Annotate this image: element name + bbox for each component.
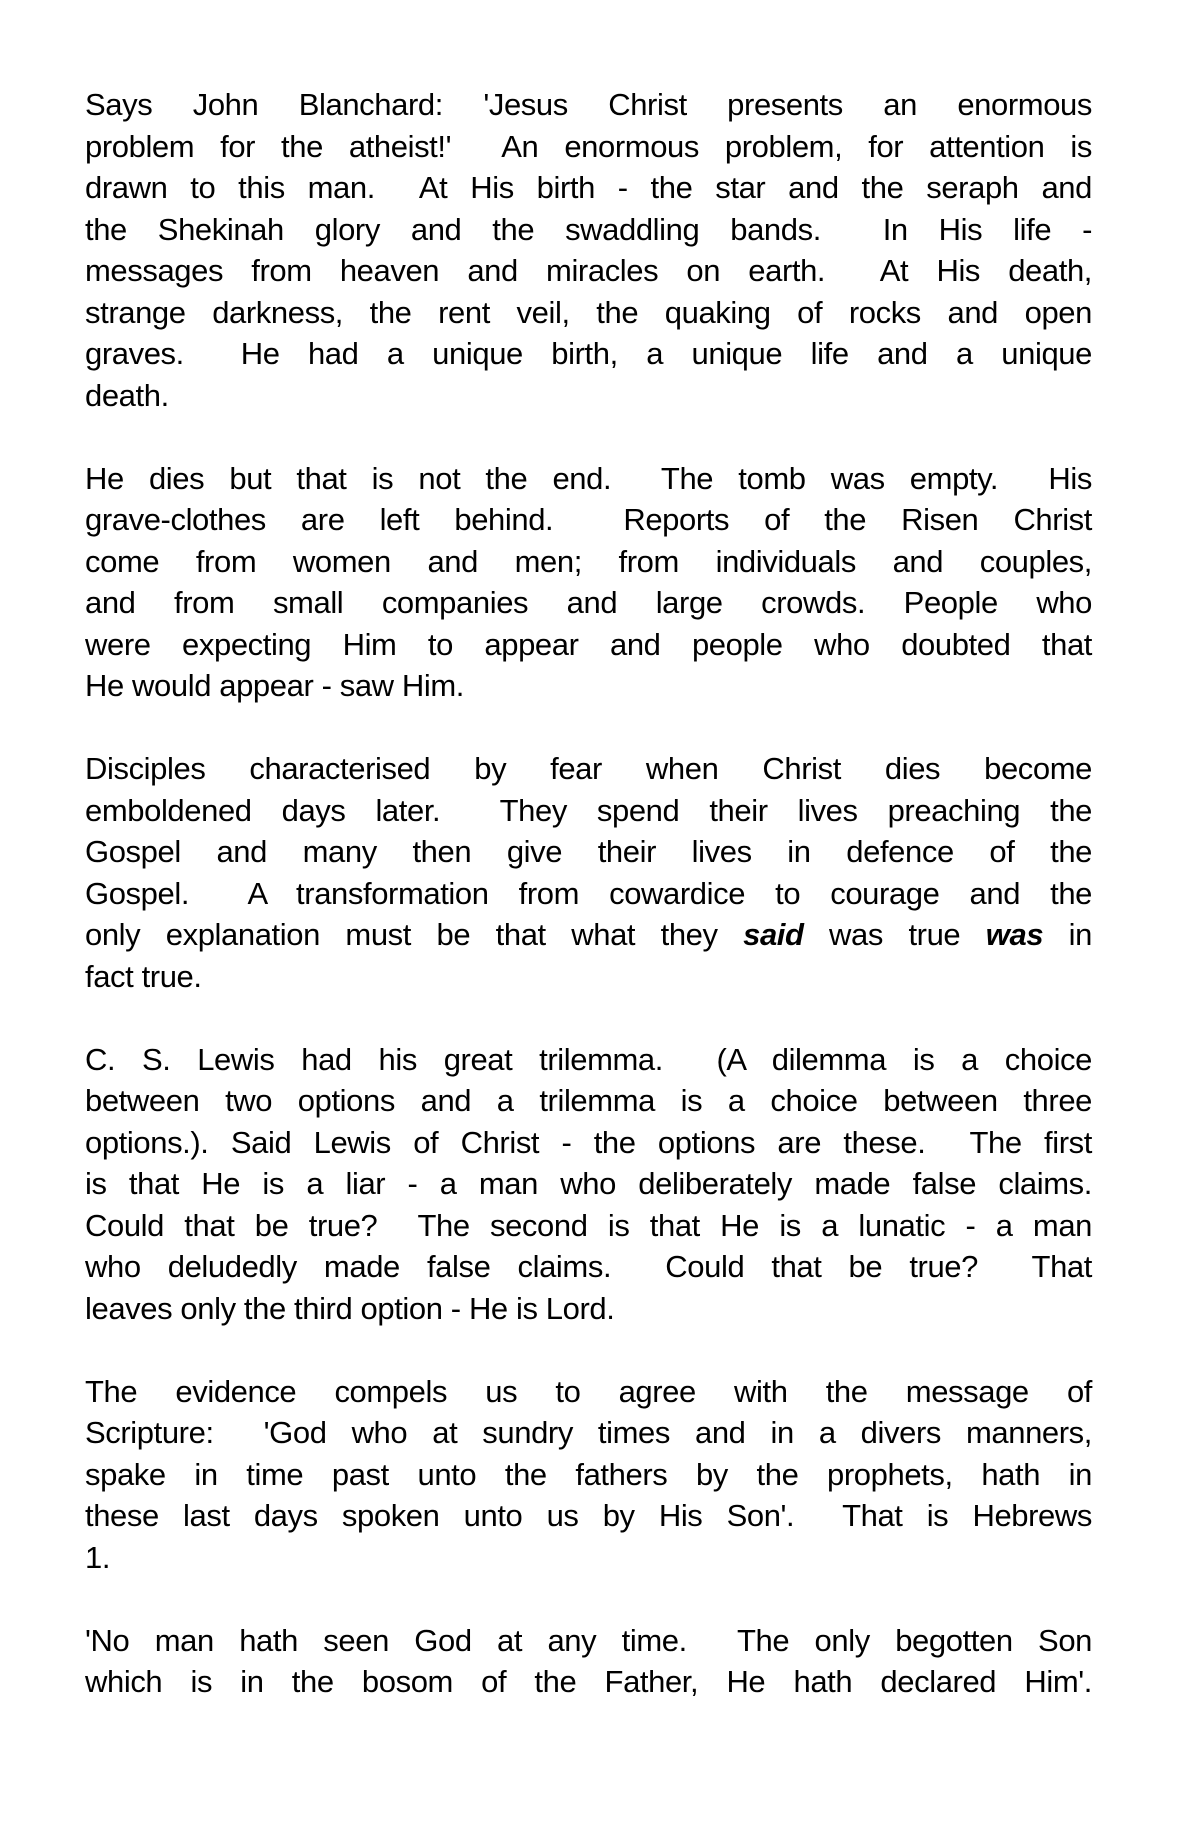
text-segment: strange darkness, the rent veil, the quaking of rocks and open (85, 294, 1092, 330)
text-line (85, 582, 1092, 624)
text-segment: which is in the bosom of the Father, He hath declared Him'. (85, 1664, 1092, 1699)
text-segment: graves. He had a unique birth, a unique life and a unique (85, 336, 1092, 371)
text-line (85, 1454, 1092, 1496)
text-segment: emboldened days later. They spend their lives preaching the (85, 792, 1092, 828)
text-line (85, 1205, 1092, 1247)
text-line (85, 1080, 1092, 1122)
text-line (85, 1246, 1092, 1288)
text-line (85, 1039, 1092, 1081)
text-line (85, 126, 1092, 168)
text-segment: is that He is a liar - a man who deliberately made false claims. (85, 1166, 1092, 1201)
text-line (85, 956, 1092, 998)
text-line (85, 292, 1092, 334)
text-line (85, 209, 1092, 251)
text-segment: death. (85, 377, 169, 413)
text-line (85, 624, 1092, 666)
text-line (85, 1661, 1092, 1703)
text-line (85, 167, 1092, 209)
text-segment: Gospel. A transformation from cowardice to courage and the (85, 875, 1092, 911)
text-segment: options.). Said Lewis of Christ - the options are these. The first (85, 1124, 1092, 1160)
text-segment: grave-clothes are left behind. Reports of the Risen Christ (85, 502, 1092, 537)
text-line (85, 250, 1092, 292)
text-line (85, 1122, 1092, 1164)
text-segment: Could that be true? The second is that He is a lunatic - a man (85, 1207, 1092, 1243)
text-line (85, 1620, 1092, 1662)
text-segment: only explanation must be that what they (85, 917, 744, 952)
text-line (85, 499, 1092, 541)
text-line (85, 1495, 1092, 1537)
text-line (85, 84, 1092, 126)
text-segment: drawn to this man. At His birth - the star and the seraph and (85, 170, 1092, 205)
text-line (85, 1163, 1092, 1205)
text-segment: between two options and a trilemma is a choice between three (85, 1083, 1092, 1118)
emphasized-word: was (985, 917, 1044, 952)
text-segment: in (1043, 917, 1092, 952)
text-segment: problem for the atheist!' An enormous problem, for attention is (85, 128, 1092, 164)
text-segment: was true (803, 917, 986, 952)
text-line (85, 458, 1092, 500)
text-line (85, 541, 1092, 583)
paragraph (85, 84, 1092, 416)
text-segment: spake in time past unto the fathers by the prophets, hath in (85, 1456, 1092, 1492)
text-segment: fact true. (85, 958, 202, 994)
text-segment: were expecting Him to appear and people who doubted that (85, 626, 1092, 662)
text-line (85, 914, 1092, 956)
paragraph (85, 1371, 1092, 1579)
paragraph (85, 1620, 1092, 1703)
text-segment: 1. (85, 1539, 111, 1575)
text-segment: He would appear - saw Him. (85, 668, 464, 703)
text-line (85, 873, 1092, 915)
text-line (85, 665, 1092, 707)
text-line (85, 790, 1092, 832)
text-segment: these last days spoken unto us by His Son'. That is Hebrews (85, 1498, 1092, 1533)
paragraph (85, 458, 1092, 707)
text-segment: and from small companies and large crowds. People who (85, 585, 1092, 620)
text-segment: Says John Blanchard: 'Jesus Christ presents an enormous (85, 87, 1092, 122)
text-line (85, 333, 1092, 375)
text-segment: C. S. Lewis had his great trilemma. (A dilemma is a choice (85, 1041, 1092, 1077)
text-segment: 'No man hath seen God at any time. The only begotten Son (85, 1622, 1092, 1658)
text-segment: who deludedly made false claims. Could that be true? That (85, 1249, 1092, 1284)
emphasized-word: said (743, 917, 804, 952)
text-segment: the Shekinah glory and the swaddling bands. In His life - (85, 211, 1092, 247)
text-segment: come from women and men; from individuals and couples, (85, 543, 1092, 579)
text-segment: Scripture: 'God who at sundry times and in a divers manners, (85, 1415, 1092, 1450)
text-line (85, 1371, 1092, 1413)
text-segment: Gospel and many then give their lives in defence of the (85, 834, 1092, 869)
text-segment: The evidence compels us to agree with the message of (85, 1373, 1092, 1409)
text-line (85, 1412, 1092, 1454)
paragraph (85, 1039, 1092, 1330)
text-line (85, 1537, 1092, 1579)
document-page (85, 84, 1092, 1744)
text-line (85, 1288, 1092, 1330)
text-line (85, 375, 1092, 417)
text-segment: messages from heaven and miracles on earth. At His death, (85, 253, 1092, 288)
text-line (85, 748, 1092, 790)
text-segment: He dies but that is not the end. The tomb was empty. His (85, 460, 1092, 496)
text-segment: leaves only the third option - He is Lord. (85, 1290, 615, 1326)
text-line (85, 831, 1092, 873)
text-segment: Disciples characterised by fear when Christ dies become (85, 751, 1092, 786)
paragraph (85, 748, 1092, 997)
